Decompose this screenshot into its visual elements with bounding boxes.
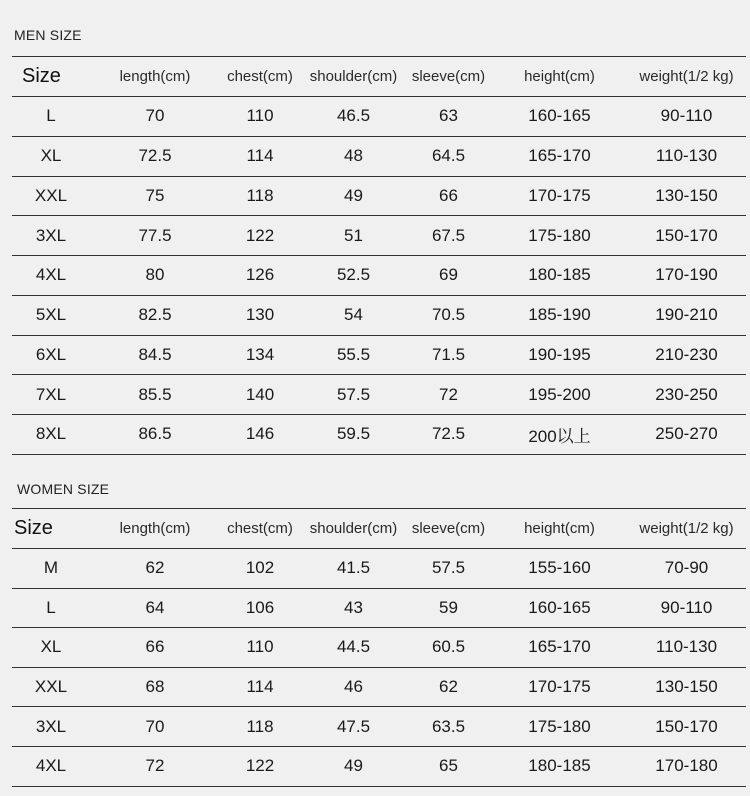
men-size-table xyxy=(12,56,746,455)
men-header-size: Size xyxy=(12,57,92,97)
women-cell-size: 4XL xyxy=(12,746,92,786)
women-size-row xyxy=(12,707,746,747)
men-size-title: MEN SIZE xyxy=(14,27,82,43)
women-size-table xyxy=(12,508,746,787)
women-header-chest: chest(cm) xyxy=(218,509,302,549)
women-cell-sleeve: 62 xyxy=(405,667,492,707)
men-cell-sleeve: 72.5 xyxy=(405,415,492,455)
women-cell-weight: 70-90 xyxy=(627,549,746,589)
men-cell-length: 77.5 xyxy=(92,216,218,256)
women-cell-weight: 130-150 xyxy=(627,667,746,707)
men-size-row xyxy=(12,136,746,176)
women-header-size: Size xyxy=(12,509,92,549)
men-cell-weight: 150-170 xyxy=(627,216,746,256)
women-cell-length: 72 xyxy=(92,746,218,786)
men-size-row xyxy=(12,415,746,455)
men-header-chest: chest(cm) xyxy=(218,57,302,97)
men-size-row xyxy=(12,97,746,137)
men-cell-size: 8XL xyxy=(12,415,92,455)
men-cell-shoulder: 52.5 xyxy=(302,256,405,296)
women-cell-length: 68 xyxy=(92,667,218,707)
women-cell-shoulder: 41.5 xyxy=(302,549,405,589)
women-size-title: WOMEN SIZE xyxy=(17,481,110,497)
men-cell-length: 84.5 xyxy=(92,335,218,375)
men-cell-length: 82.5 xyxy=(92,295,218,335)
men-cell-weight: 170-190 xyxy=(627,256,746,296)
men-header-length: length(cm) xyxy=(92,57,218,97)
men-cell-shoulder: 49 xyxy=(302,176,405,216)
men-cell-length: 70 xyxy=(92,97,218,137)
women-cell-sleeve: 57.5 xyxy=(405,549,492,589)
women-header-shoulder: shoulder(cm) xyxy=(302,509,405,549)
women-size-row xyxy=(12,628,746,668)
men-header-row xyxy=(12,57,746,97)
men-cell-length: 72.5 xyxy=(92,136,218,176)
men-cell-sleeve: 70.5 xyxy=(405,295,492,335)
men-header-weight: weight(1/2 kg) xyxy=(627,57,746,97)
men-cell-chest: 130 xyxy=(218,295,302,335)
men-cell-sleeve: 69 xyxy=(405,256,492,296)
women-cell-weight: 110-130 xyxy=(627,628,746,668)
men-cell-height: 185-190 xyxy=(492,295,627,335)
women-header-sleeve: sleeve(cm) xyxy=(405,509,492,549)
men-cell-size: 7XL xyxy=(12,375,92,415)
men-cell-shoulder: 59.5 xyxy=(302,415,405,455)
women-cell-shoulder: 47.5 xyxy=(302,707,405,747)
men-cell-shoulder: 55.5 xyxy=(302,335,405,375)
men-size-row xyxy=(12,216,746,256)
men-cell-size: 5XL xyxy=(12,295,92,335)
men-cell-weight: 250-270 xyxy=(627,415,746,455)
men-cell-weight: 110-130 xyxy=(627,136,746,176)
women-cell-length: 62 xyxy=(92,549,218,589)
men-cell-sleeve: 72 xyxy=(405,375,492,415)
women-cell-chest: 110 xyxy=(218,628,302,668)
men-size-row xyxy=(12,335,746,375)
men-cell-chest: 122 xyxy=(218,216,302,256)
men-cell-sleeve: 63 xyxy=(405,97,492,137)
men-cell-height: 170-175 xyxy=(492,176,627,216)
women-cell-shoulder: 46 xyxy=(302,667,405,707)
women-size-row xyxy=(12,588,746,628)
men-cell-chest: 126 xyxy=(218,256,302,296)
women-cell-shoulder: 43 xyxy=(302,588,405,628)
men-cell-height: 165-170 xyxy=(492,136,627,176)
men-cell-size: XL xyxy=(12,136,92,176)
men-size-row xyxy=(12,256,746,296)
men-size-row xyxy=(12,176,746,216)
women-cell-chest: 106 xyxy=(218,588,302,628)
men-cell-chest: 146 xyxy=(218,415,302,455)
men-cell-sleeve: 71.5 xyxy=(405,335,492,375)
women-cell-chest: 102 xyxy=(218,549,302,589)
women-header-weight: weight(1/2 kg) xyxy=(627,509,746,549)
women-cell-shoulder: 44.5 xyxy=(302,628,405,668)
men-cell-weight: 230-250 xyxy=(627,375,746,415)
men-cell-chest: 114 xyxy=(218,136,302,176)
men-cell-shoulder: 48 xyxy=(302,136,405,176)
men-cell-height: 190-195 xyxy=(492,335,627,375)
men-cell-sleeve: 66 xyxy=(405,176,492,216)
men-cell-height: 200以上 xyxy=(492,415,627,455)
women-cell-shoulder: 49 xyxy=(302,746,405,786)
women-cell-height: 180-185 xyxy=(492,746,627,786)
women-cell-sleeve: 59 xyxy=(405,588,492,628)
men-cell-sleeve: 64.5 xyxy=(405,136,492,176)
women-cell-weight: 170-180 xyxy=(627,746,746,786)
men-cell-chest: 110 xyxy=(218,97,302,137)
women-header-row xyxy=(12,509,746,549)
women-cell-sleeve: 60.5 xyxy=(405,628,492,668)
men-cell-length: 75 xyxy=(92,176,218,216)
men-cell-size: XXL xyxy=(12,176,92,216)
women-cell-size: L xyxy=(12,588,92,628)
women-cell-sleeve: 63.5 xyxy=(405,707,492,747)
women-size-row xyxy=(12,667,746,707)
men-header-height: height(cm) xyxy=(492,57,627,97)
women-size-row xyxy=(12,549,746,589)
men-header-shoulder: shoulder(cm) xyxy=(302,57,405,97)
men-header-sleeve: sleeve(cm) xyxy=(405,57,492,97)
men-cell-shoulder: 46.5 xyxy=(302,97,405,137)
women-cell-length: 64 xyxy=(92,588,218,628)
women-cell-weight: 90-110 xyxy=(627,588,746,628)
men-cell-weight: 190-210 xyxy=(627,295,746,335)
men-cell-sleeve: 67.5 xyxy=(405,216,492,256)
women-cell-size: M xyxy=(12,549,92,589)
men-cell-length: 85.5 xyxy=(92,375,218,415)
men-cell-size: L xyxy=(12,97,92,137)
women-cell-chest: 122 xyxy=(218,746,302,786)
men-cell-weight: 130-150 xyxy=(627,176,746,216)
men-cell-length: 86.5 xyxy=(92,415,218,455)
men-cell-chest: 118 xyxy=(218,176,302,216)
men-cell-height: 175-180 xyxy=(492,216,627,256)
men-cell-shoulder: 57.5 xyxy=(302,375,405,415)
men-cell-shoulder: 54 xyxy=(302,295,405,335)
women-cell-size: XL xyxy=(12,628,92,668)
women-cell-height: 170-175 xyxy=(492,667,627,707)
women-size-row xyxy=(12,746,746,786)
women-cell-length: 66 xyxy=(92,628,218,668)
women-cell-height: 155-160 xyxy=(492,549,627,589)
women-cell-size: XXL xyxy=(12,667,92,707)
men-cell-size: 6XL xyxy=(12,335,92,375)
men-cell-length: 80 xyxy=(92,256,218,296)
women-cell-height: 165-170 xyxy=(492,628,627,668)
men-cell-height: 160-165 xyxy=(492,97,627,137)
men-cell-size: 3XL xyxy=(12,216,92,256)
women-cell-height: 160-165 xyxy=(492,588,627,628)
women-cell-chest: 114 xyxy=(218,667,302,707)
men-cell-height: 195-200 xyxy=(492,375,627,415)
men-size-row xyxy=(12,375,746,415)
women-cell-sleeve: 65 xyxy=(405,746,492,786)
women-header-height: height(cm) xyxy=(492,509,627,549)
women-cell-height: 175-180 xyxy=(492,707,627,747)
men-cell-weight: 210-230 xyxy=(627,335,746,375)
women-cell-length: 70 xyxy=(92,707,218,747)
men-cell-shoulder: 51 xyxy=(302,216,405,256)
men-size-row xyxy=(12,295,746,335)
women-cell-size: 3XL xyxy=(12,707,92,747)
men-cell-chest: 134 xyxy=(218,335,302,375)
men-cell-chest: 140 xyxy=(218,375,302,415)
women-cell-weight: 150-170 xyxy=(627,707,746,747)
women-header-length: length(cm) xyxy=(92,509,218,549)
men-cell-weight: 90-110 xyxy=(627,97,746,137)
men-cell-height: 180-185 xyxy=(492,256,627,296)
men-cell-size: 4XL xyxy=(12,256,92,296)
women-cell-chest: 118 xyxy=(218,707,302,747)
